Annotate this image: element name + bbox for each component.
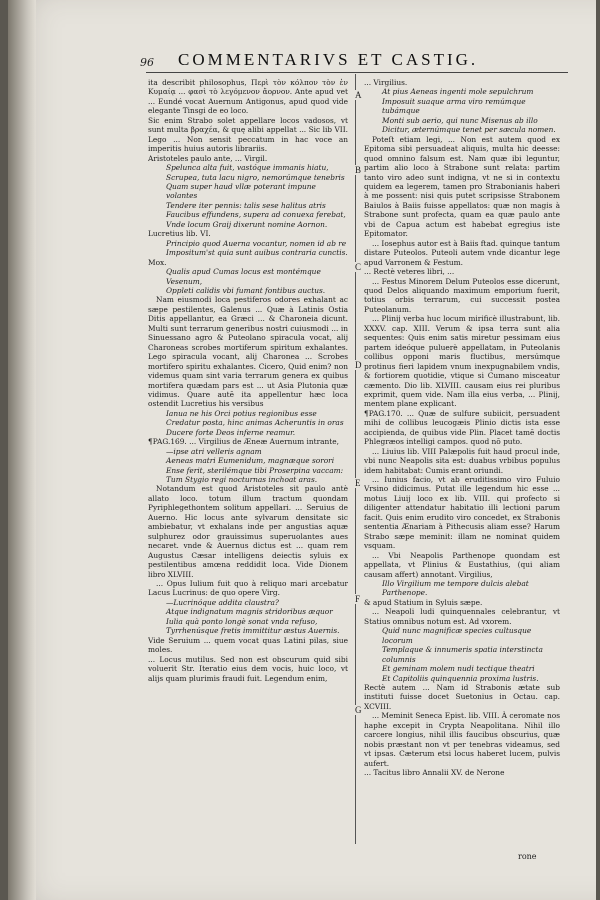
- text-paragraph: ... Rectè veteres libri, ...: [364, 267, 455, 277]
- verse-quotation: —Lucrinóque addita claustra? Atque indignatum magnis stridoribus æquor Iulia quà ponto longè sonat vnda refuso, Tyrrhenúsque fretis immittitur æstus Auernis.: [166, 597, 340, 636]
- text-paragraph: Aristoteles paulo ante, ... Virgil.: [148, 153, 268, 163]
- header-rule: [146, 72, 568, 73]
- book-page: [8, 0, 596, 900]
- column-divider: [355, 74, 356, 844]
- verse-quotation: Ianua ne his Orci potius regionibus esse Credatur posta, hinc animas Acheruntis in oras Ducere forte Deos inferne reamur.: [166, 408, 344, 437]
- page-number: 96: [140, 56, 154, 69]
- verse-quotation: Qualis apud Cumas locus est montémque Vesenum, Oppleti calidis vbi fumant fontibus auctus.: [166, 267, 326, 295]
- text-paragraph: ... Locus mutilus. Sed non est obscurum quid sibi voluerit Str. Iteratio eius dem vocis, huic loco, vt alijs quam plurimis fraudi fuit. Legendum enim,: [148, 654, 348, 683]
- side-marker-d: D: [355, 360, 362, 370]
- text-paragraph: ... Festus Minorem Delum Puteolos esse dicerunt, quod Delos aliquando maximum emporium fuerit, totius orbis terrarum, cui successit postea Puteolanum.: [364, 276, 560, 314]
- text-paragraph: ... Plinij verba huc locum mirificè illustrabunt, lib. XXXV. cap. XIII. Verum & ipsa terra sunt alia sequentes: Quis enim satis miretur pessimam eius partem ideóque puluerè appellatam, in Puteolanis collibus opponi maris fluctibus, mersúmque protinus fieri lapidem vnum inexpugnabilem vndis, & fortiorem quotidie, vtique si Cumano misceatur cæmento. Dio lib. XLVIII. causam eius rei pluribus exprimit, quem vide. Nam illa eius verba, ... Plinij, mentem plane explicant.: [364, 314, 560, 409]
- text-paragraph: ... Vbi Neapolis Parthenope quondam est appellata, vt Plinius & Eustathius, (qui aliam causam affert) annotant. Virgilius,: [364, 550, 560, 579]
- right-text-column: [364, 78, 560, 858]
- text-paragraph: Vide Seruium ... quem vocat quas Latini pilas, siue moles.: [148, 635, 348, 655]
- text-paragraph: ita describit philosophus, Περὶ τὸν κόλπον τὸν ἐν Κυμαίᾳ ... φασὶ τὸ λεγόμενον ἄορνον. Ante apud vet ... Eundé vocat Auernum Antigonus, apud quod vide elegante Tinsgi de eo loco.: [148, 78, 348, 116]
- text-paragraph: ... Liuius lib. VIII Palæpolis fuit haud procul inde, vbi nunc Neapolis sita est: duabus vrbibus populus idem habitabat: Cumis erant oriundi.: [364, 446, 560, 475]
- verse-quotation: Principio quod Auerna vocantur, nomen id ab re Impositum'st quia sunt auibus contraria cunctis.: [166, 238, 348, 258]
- side-marker-a: A: [355, 90, 362, 100]
- text-paragraph: ... Iunius facio, vt ab eruditissimo viro Fuluio Vrsino didicimus. Putat ille legendum hic esse ... motus Liuij loco ex lib. VIII. qui profecto si diligenter attendatur habitatio illi lectioni parum facit. Quis enim erudito viro concedet, ex Strabonis sententia Ænariam à Pithecusis aliam esse? Harum Strabo sæpe meminit: illam ne nominat quidem vsquam.: [364, 475, 560, 551]
- side-marker-e: E: [355, 478, 361, 488]
- text-paragraph: & apud Statium in Syluis sæpe.: [364, 597, 483, 607]
- left-text-column: [148, 78, 348, 858]
- text-paragraph: ¶PAG.169. ... Virgilius de Æneæ Auernum intrante,: [148, 437, 340, 447]
- side-marker-c: C: [355, 262, 362, 272]
- side-marker-f: F: [355, 594, 361, 604]
- text-paragraph: Mox.: [148, 257, 167, 267]
- text-paragraph: ... Opus Iulium fuit quo à reliquo mari arcebatur Lacus Lucrinus: de quo opere Virg.: [148, 579, 348, 598]
- text-paragraph: Lucretius lib. VI.: [148, 229, 211, 239]
- text-paragraph: ... Iosephus autor est à Baiis ftad. quinque tantum distare Puteolos. Puteoli autem vnde dicantur lege apud Varronem & Festum.: [364, 238, 560, 267]
- text-paragraph: Rectè autem ... Nam id Strabonis ætate sub instituti fuisse docet Suetonius in Octau. cap. XCVIII.: [364, 683, 560, 711]
- verse-quotation: Quid nunc magnificæ species cultusque locorum Templaque & innumeris spatia interstincta columnis Et geminam molem nudi tectique theatri Et Capitoliis quinquennia proxima lustris.: [382, 626, 543, 683]
- side-marker-b: B: [355, 165, 362, 175]
- text-paragraph: ... Tacitus libro Annalii XV. de Nerone: [364, 768, 505, 778]
- verse-quotation: Illo Virgilium me tempore dulcis alebat Parthenope.: [382, 579, 529, 598]
- text-paragraph: ... Virgilius.: [364, 78, 408, 87]
- text-paragraph: Nam eiusmodi loca pestiferos odores exhalant ac sæpe pestilentes, Galenus ... Quæ à Latinis Ostia Ditis appellantur, ea Græci ... & Charoneia dicunt. Multi sunt terrarum generibus nostri cuiusmodi ... in Sinuessano agro & Puteolano spiracula vocat, alij Charoneas scrobes mortiferum spiritum exhalantes. Lego spiracula vocant, alij Charonea ... Scrobes mortifero spiritu exhalantes. Cicero, Quid enim? non videmus quam sint varia terrarum genera ex quibus mortifera quædam pars est ... ut Asia Plutonia quæ vidimus. Quare autē ita appellentur hæc loca ostendit Lucretius his versibus: [148, 295, 348, 409]
- text-paragraph: Sic enim Strabo solet appellare locos vadosos, vt sunt multa βραχέα, & quę alibi appellat ... Sic lib VII. Lego ... Non sensit peccatum in hac voce an imperitis huius autoris librariis.: [148, 115, 348, 154]
- text-paragraph: ¶PAG.170. ... Quæ de sulfure subiicit, persuadent mihi de collibus leucogæis Plinio dictis ista esse accipienda, de quibus vide Plin. Placet tamē doctis Phlegræos intelligi campos. quod nō puto.: [364, 408, 560, 447]
- text-paragraph: Notandum est quod Aristoteles sit paulo antè allato loco. totum illum tractum quondam Pyriphlegethontem solitum appellari. ... Seruius de Auerno. Hic locus ante sylvarum densitate sic ambiebatur, vt exhalans inde per angustias aquæ sulphurez odor grauissimus superuolantes aues necaret. vnde & Auernus dictus est ... quam rem Augustus Cæsar intelligens deiectis syluis ex pestilentibus amœna reddidit loca. Vide Dionem libro XLVIII.: [148, 484, 348, 579]
- catchword: rone: [518, 852, 537, 861]
- page-gutter: [8, 0, 36, 900]
- verse-quotation: Spelunca alta fuit, vastóque immanis hiatu, Scrupea, tuta lacu nigro, nemorúmque tenebris Quam super haud vllæ poterant impune volantes Tendere iter pennis: talis sese halitus atris Faucibus effundens, supera ad conuexa ferebat, Vnde locum Graij dixerunt nomine Aornon.: [166, 163, 346, 229]
- text-paragraph: Poteſt etiam legi, ... Non est autem quod ex Epitoma sibi persuadeat aliquis, multa hic deesse: quod omnino falsum est. Nam quæ ibi leguntur, partim alio loco à Strabone sunt relata: partim tanto viro adeo sunt indigna, vt ne si in contextu quidem ea legerem, tamen pro Strabonianis haberi à me possent: nisi quis putet scripsisse Strabonem Baiulos à Baiis fuisse appellatos: quæ non magis à Strabone sunt profecta, quam ea quæ paulo ante vbi de Capua actum est habebat egregius iste Epitomator.: [364, 134, 560, 239]
- text-paragraph: ... Meminit Seneca Epist. lib. VIII. À ceromate nos haphe excepit in Crypta Neapolitana. Nihil illo carcere longius, nihil illis faucibus obscurius, quæ nobis præstant non vt per tenebras videamus, sed vt ipsas. Cæterum etsi locus haberet lucem, pulvis aufert.: [364, 711, 560, 768]
- text-paragraph: ... Neapoli ludi quinquennales celebrantur, vt Statius omnibus notum est. Ad vxorem.: [364, 607, 560, 626]
- running-title: COMMENTARIVS ET CASTIG.: [178, 50, 479, 69]
- verse-quotation: —ipse atri velleris agnam Aeneas matri Eumenidum, magnæque sorori Ense ferit, sterilémque tibi Proserpina vaccam: Tum Stygio regi nocturnas inchoat aras.: [166, 446, 344, 485]
- verse-quotation: At pius Aeneas ingenti mole sepulchrum Imposuit suaque arma viro remúmque tubámque Monti sub aerio, qui nunc Misenus ab illo Dicitur, æternúmque tenet per sæcula nomen.: [382, 87, 556, 135]
- side-marker-g: G: [355, 705, 362, 715]
